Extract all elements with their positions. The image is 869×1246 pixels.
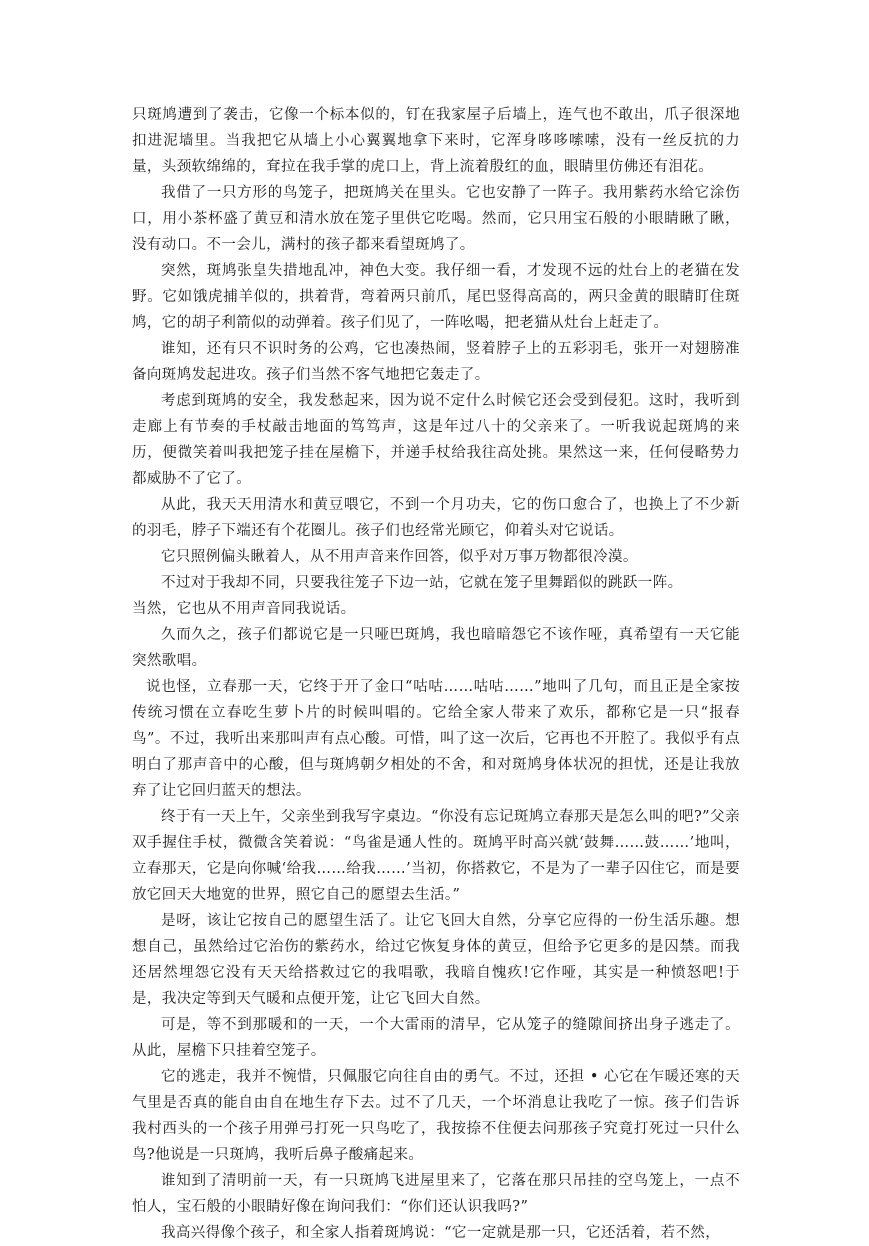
paragraph-13: 是呀，该让它按自己的愿望生活了。让它飞回大自然，分享它应得的一份生活乐趣。想想自己，虽然给过它治伤的紫药水，给过它恢复身体的黄豆，但给予它更多的是囚禁。而我还居然埋怨它没有天天给搭救过它的我唱歌，我暗自愧疚!它作哑，其实是一种愤怒吧!于是，我决定等到天气暖和点便开笼，让它飞回大自然。 (132, 913, 740, 1007)
paragraph-11: 说也怪，立春那一天，它终于开了金口“咕咕……咕咕……”地叫了几句，而且正是全家按传统习惯在立春吃生萝卜片的时候叫唱的。它给全家人带来了欢乐，都称它是一只“报春鸟”。不过，我听出来那叫声有点心酸。可惜，叫了这一次后，它再也不开腔了。我似乎有点明白了那声音中的心酸，但与斑鸠朝夕相处的不舍，和对斑鸠身体状况的担忧，还是让我放弃了让它回归蓝天的想法。 (132, 679, 740, 799)
paragraph-6: 从此，我天天用清水和黄豆喂它，不到一个月功夫，它的伤口愈合了，也换上了不少新的羽毛，脖子下端还有个花圈儿。孩子们也经常光顾它，仰着头对它说话。 (132, 497, 740, 539)
paragraph-16: 谁知到了清明前一天，有一只斑鸠飞进屋里来了，它落在那只吊挂的空鸟笼上，一点不怕人，宝石般的小眼睛好像在询问我们：“你们还认识我吗?” (132, 1173, 740, 1215)
paragraph-9: 当然，它也从不用声音同我说话。 (132, 601, 356, 617)
document-body (132, 102, 740, 1246)
paragraph-15: 它的逃走，我并不惋惜，只佩服它向往自由的勇气。不过，还担 • 心它在乍暖还寒的天气里是否真的能自由自在地生存下去。过不了几天，一个坏消息让我吃了一惊。孩子们告诉我村西头的一个孩子用弹弓打死一只鸟吃了，我按捺不住便去问那孩子究竟打死过一只什么鸟?他说是一只斑鸠，我听后鼻子酸痛起来。 (132, 1069, 740, 1163)
paragraph-2: 我借了一只方形的鸟笼子，把斑鸠关在里头。它也安静了一阵子。我用紫药水给它涂伤口，用小茶杯盛了黄豆和清水放在笼子里供它吃喝。然而，它只用宝石般的小眼睛瞅了瞅，没有动口。不一会儿，满村的孩子都来看望斑鸠了。 (132, 185, 740, 253)
paragraph-5: 考虑到斑鸠的安全，我发愁起来，因为说不定什么时候它还会受到侵犯。这时，我听到走廊上有节奏的手杖敲击地面的笃笃声，这是年过八十的父亲来了。一听我说起斑鸠的来历，便微笑着叫我把笼子挂在屋檐下，并递手杖给我往高处挑。果然这一来，任何侵略势力都威胁不了它了。 (132, 393, 740, 487)
paragraph-8: 不过对于我却不同，只要我往笼子下边一站，它就在笼子里舞蹈似的跳跃一阵。 (161, 575, 683, 591)
paragraph-4: 谁知，还有只不识时务的公鸡，它也凑热闹，竖着脖子上的五彩羽毛，张开一对翅膀准备向斑鸠发起进攻。孩子们当然不客气地把它轰走了。 (132, 341, 740, 383)
paragraph-12: 终于有一天上午，父亲坐到我写字桌边。“你没有忘记斑鸠立春那天是怎么叫的吧?”父亲双手握住手杖，微微含笑着说：“鸟雀是通人性的。斑鸠平时高兴就‘鼓舞……鼓……’地叫，立春那天，它是向你喊‘给我……给我……’当初，你搭救它，不是为了一辈子囚住它，而是要放它回天大地宽的世界，照它自己的愿望去生活。” (132, 809, 740, 903)
paragraph-14: 可是，等不到那暖和的一天，一个大雷雨的清早，它从笼子的缝隙间挤出身子逃走了。从此，屋檐下只挂着空笼子。 (132, 1017, 740, 1059)
paragraph-3: 突然，斑鸠张皇失措地乱冲，神色大变。我仔细一看，才发现不远的灶台上的老猫在发野。它如饿虎捕羊似的，拱着背，弯着两只前爪，尾巴竖得高高的，两只金黄的眼睛盯住斑鸠，它的胡子利箭似的动弹着。孩子们见了，一阵吆喝，把老猫从灶台上赶走了。 (132, 263, 740, 331)
paragraph-10: 久而久之，孩子们都说它是一只哑巴斑鸠，我也暗暗怨它不该作哑，真希望有一天它能突然歌唱。 (132, 627, 740, 669)
paragraph-1: 只斑鸠遭到了袭击，它像一个标本似的，钉在我家屋子后墙上，连气也不敢出，爪子很深地扣进泥墙里。当我把它从墙上小心翼翼地拿下来时，它浑身哆哆嗦嗦，没有一丝反抗的力量，头颈软绵绵的，耷拉在我手掌的虎口上，背上流着殷红的血，眼睛里仿佛还有泪花。 (132, 107, 740, 175)
paragraph-17: 我高兴得像个孩子，和全家人指着斑鸠说：“它一定就是那一只，它还活着，若不然， (161, 1225, 721, 1241)
paragraph-7: 它只照例偏头瞅着人，从不用声音来作回答，似乎对万事万物都很冷漠。 (161, 549, 638, 565)
